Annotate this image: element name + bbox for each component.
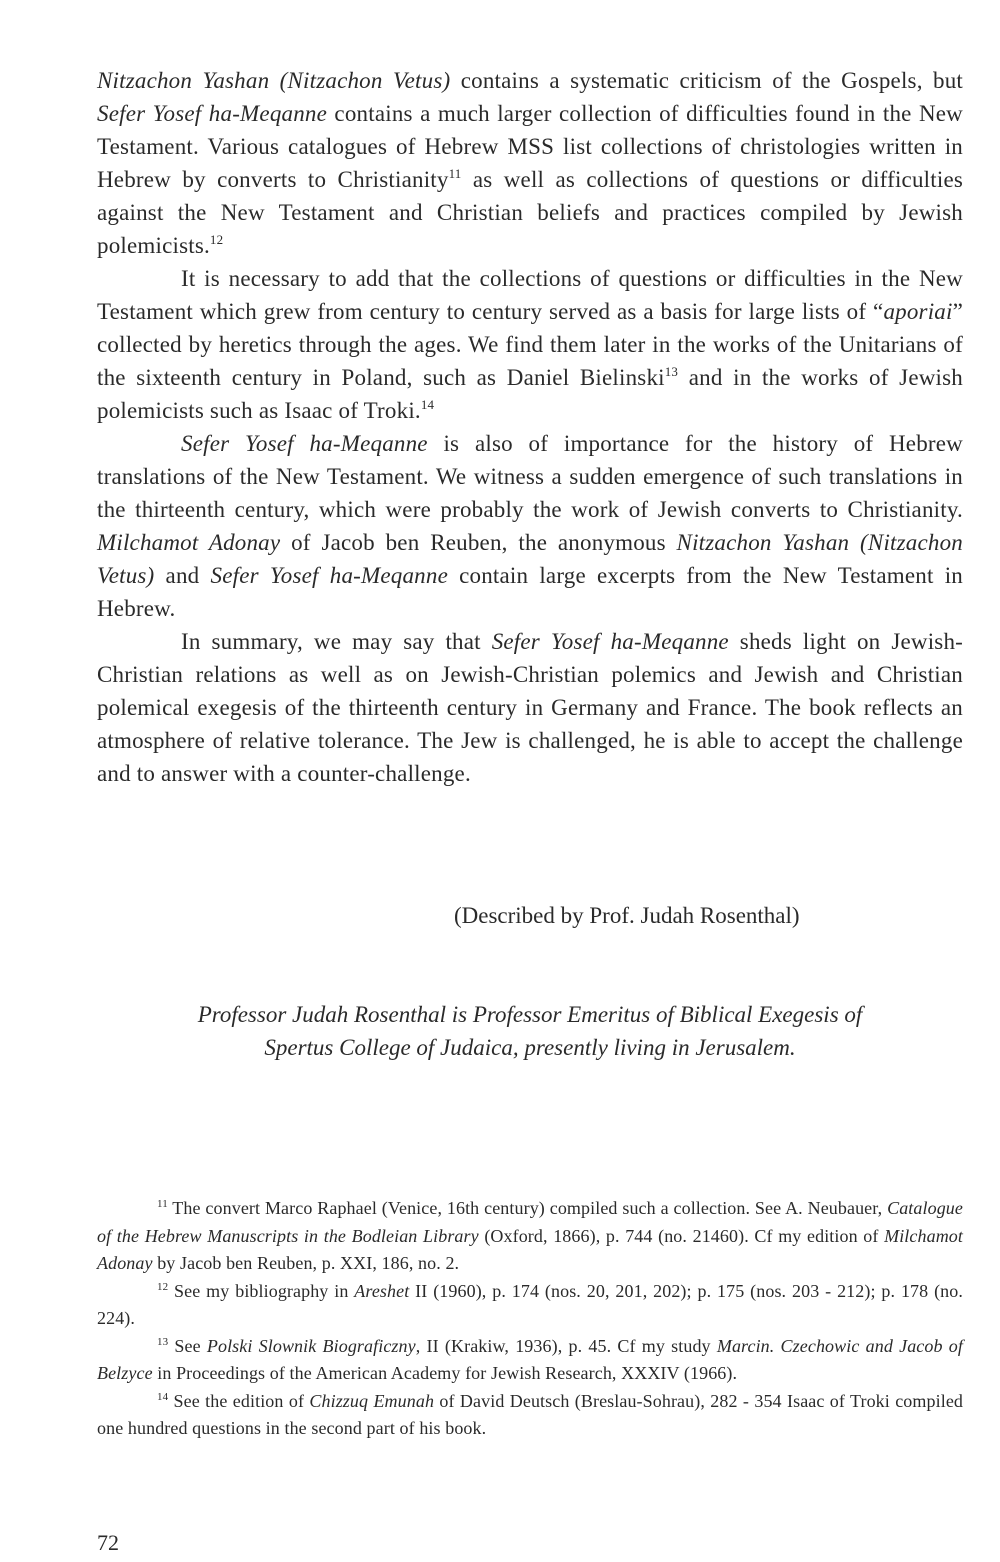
footnote-ref-11[interactable]: 11 [448, 166, 462, 181]
book-title: Nitzachon Yashan (Nitzachon Vetus) [97, 68, 451, 93]
text-run: It is necessary to add that the collections of questions or difficulties in the New Testament which grew from century to century served as a basis for large lists of “ [97, 266, 963, 324]
footnote-11 [97, 1195, 963, 1278]
book-title: Polski Slownik Biograficzny [206, 1335, 416, 1356]
book-title: Milchamot Adonay [97, 530, 281, 555]
text-run: and in the works of Jewish polemicists such as Isaac of Troki. [97, 365, 963, 423]
book-title: Catalogue of the Hebrew Manuscripts in the Bodleian Library [97, 1198, 963, 1246]
text-run: of David Deutsch (Breslau-Sohrau), 282 - 354 Isaac of Troki compiled one hundred questions in the second part of his book. [97, 1390, 964, 1438]
text-run: in Proceedings of the American Academy for Jewish Research, XXXIV (1966). [152, 1363, 738, 1383]
paragraph-4 [97, 625, 963, 790]
text-run: by Jacob ben Reuben, p. XXI, 186, no. 2. [152, 1253, 460, 1273]
text-run: See my bibliography in [168, 1280, 355, 1301]
footnote-number: 13 [157, 1335, 169, 1348]
text-run: of Jacob ben Reuben, the anonymous [280, 530, 677, 555]
footnote-12 [97, 1278, 963, 1333]
paragraph-1 [97, 64, 963, 262]
text-run: contain large excerpts from the New Testament in Hebrew. [97, 563, 963, 621]
text-run: contains a systematic criticism of the Gospels, but [450, 68, 963, 93]
paragraph-3 [97, 427, 963, 625]
text-run: See the edition of [168, 1390, 310, 1411]
text-run: See [168, 1335, 207, 1356]
text-run: In summary, we may say that [181, 629, 492, 654]
author-bio-line-2: Spertus College of Judaica, presently living in Jerusalem. [264, 1035, 796, 1060]
text-run: ” collected by heretics through the ages. We find them later in the works of the Unitarians of the sixteenth century in Poland, such as Daniel Bielinski [97, 299, 963, 390]
footnote-number: 12 [157, 1280, 169, 1293]
footnote-14 [97, 1388, 963, 1443]
page-number: 72 [97, 1530, 119, 1555]
book-title: Sefer Yosef ha-Meqanne [97, 101, 328, 126]
book-title: Chizzuq Emunah [309, 1390, 435, 1411]
body-text [97, 64, 963, 790]
footnote-number: 14 [157, 1390, 169, 1403]
text-run: is also of importance for the history of Hebrew translations of the New Testament. We witness a sudden emergence of such translations in the thirteenth century, which were probably the work of Jewish converts to Christianity. [97, 431, 963, 522]
footnote-ref-14[interactable]: 14 [420, 397, 435, 412]
book-title: Milchamot Adonay [97, 1225, 963, 1273]
footnote-number: 11 [157, 1198, 168, 1210]
book-title: Sefer Yosef ha-Meqanne [210, 563, 448, 588]
term-aporiai: aporiai [883, 299, 953, 324]
text-run: contains a much larger collection of difficulties found in the New Testament. Various catalogues of Hebrew MSS list collections of christologies written in Hebrew by converts to Christianity [97, 101, 963, 192]
book-title: Sefer Yosef ha-Meqanne [181, 431, 428, 456]
text-run: (Oxford, 1866), p. 744 (no. 21460). Cf my edition of [478, 1225, 885, 1246]
footnote-13 [97, 1333, 963, 1388]
footnotes [97, 1195, 963, 1443]
text-run: and [154, 563, 211, 588]
book-title: Nitzachon Yashan (Nitzachon Vetus) [97, 530, 963, 588]
footnote-ref-13[interactable]: 13 [664, 364, 679, 379]
text-run: sheds light on Jewish-Christian relations as well as on Jewish-Christian polemics and Jewish and Christian polemical exegesis of the thirteenth century in Germany and France. The book reflects an atmosphere of relative tolerance. The Jew is challenged, he is able to accept the challenge and to answer with a counter-challenge. [97, 629, 964, 786]
author-attribution: (Described by Prof. Judah Rosenthal) [454, 903, 800, 928]
book-title: Marcin. Czechowic and Jacob of Belzyce [97, 1335, 963, 1383]
text-run: The convert Marco Raphael (Venice, 16th century) compiled such a collection. See A. Neubauer, [167, 1198, 888, 1218]
text-run: , II (Krakiw, 1936), p. 45. Cf my study [415, 1335, 717, 1356]
paragraph-2 [97, 262, 963, 427]
book-title: Areshet [354, 1280, 410, 1301]
author-bio-line-1: Professor Judah Rosenthal is Professor Emeritus of Biblical Exegesis of [197, 1002, 863, 1027]
footnote-ref-12[interactable]: 12 [209, 232, 224, 247]
text-run: II (1960), p. 174 (nos. 20, 201, 202); p. 175 (nos. 203 - 212); p. 178 (no. 224). [97, 1280, 963, 1328]
book-title: Sefer Yosef ha-Meqanne [491, 629, 729, 654]
author-bio [97, 998, 963, 1064]
document-page [97, 64, 964, 1555]
text-run: as well as collections of questions or difficulties against the New Testament and Christian beliefs and practices compiled by Jewish polemicists. [97, 167, 963, 258]
